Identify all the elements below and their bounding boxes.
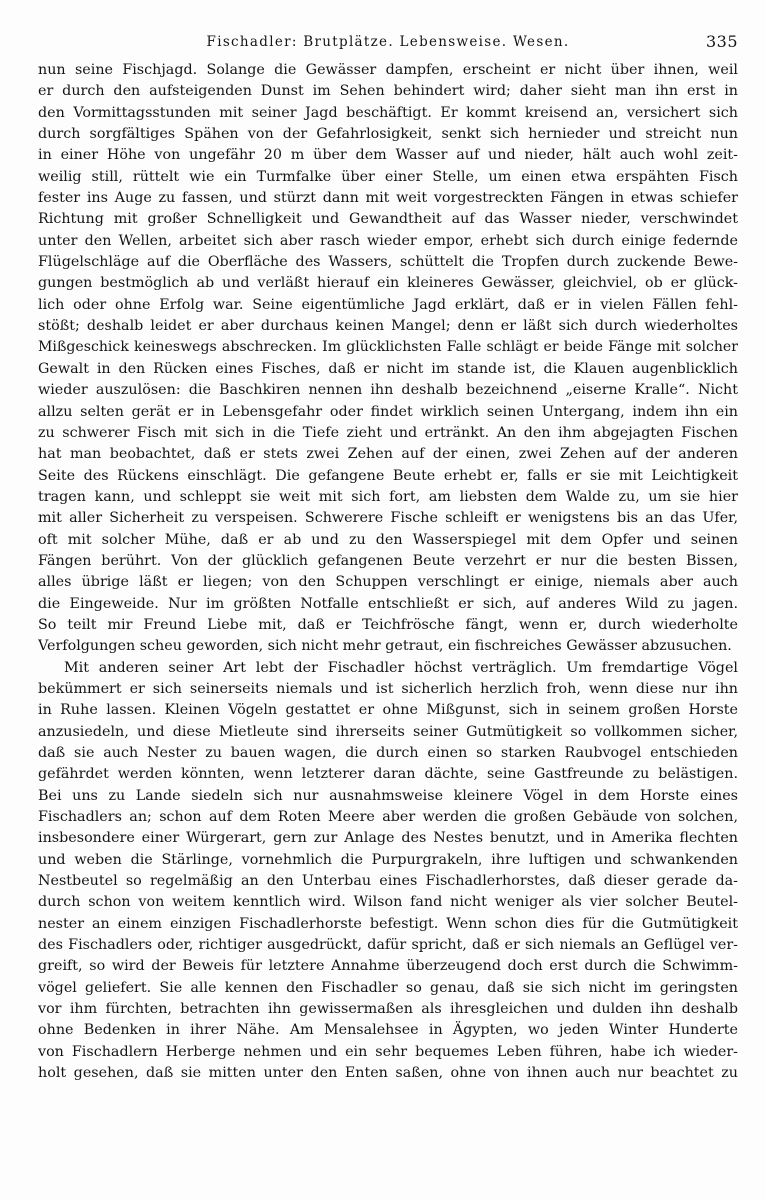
- text-line: insbesondere einer Würgerart, gern zur Anlage des Nestes benutzt, und in Amerika flechten: [38, 830, 738, 847]
- text-line: die Eingeweide. Nur im größten Notfalle entschließt er sich, auf anderes Wild zu jagen.: [38, 595, 738, 612]
- text-line: Bei uns zu Lande siedeln sich nur ausnahmsweise kleinere Vögel in dem Horste eines: [38, 787, 738, 804]
- text-line: oft mit solcher Mühe, daß er ab und zu den Wasserspiegel mit dem Opfer und seinen: [38, 531, 738, 548]
- text-line: fester ins Auge zu fassen, und stürzt dann mit weit vorgestreckten Fängen in etwas schiefer: [38, 190, 738, 207]
- text-line: in Ruhe lassen. Kleinen Vögeln gestattet er ohne Mißgunst, sich in seinem großen Horste: [38, 702, 738, 719]
- text-line: Gewalt in den Rücken eines Fisches, daß er nicht im stande ist, die Klauen augenblicklich: [38, 360, 738, 377]
- text-line: Nestbeutel so regelmäßig an den Unterbau eines Fischadlerhorstes, daß dieser gerade da-: [38, 873, 738, 890]
- text-line: holt gesehen, daß sie mitten unter den Enten saßen, ohne von ihnen auch nur beachtet zu: [38, 1065, 738, 1082]
- text-line: unter den Wellen, arbeitet sich aber rasch wieder empor, erhebt sich durch einige federnde: [38, 232, 738, 249]
- text-line: Mißgeschick keineswegs abschrecken. Im glücklichsten Falle schlägt er beide Fänge mit solcher: [38, 339, 738, 356]
- text-line: lich oder ohne Erfolg war. Seine eigentümliche Jagd erklärt, daß er in vielen Fällen fehl-: [38, 296, 738, 313]
- text-line: anzusiedeln, und diese Mietleute sind ihrerseits seiner Gutmütigkeit so vollkommen sicher,: [38, 723, 738, 740]
- text-line: nun seine Fischjagd. Solange die Gewässer dampfen, erscheint er nicht über ihnen, weil: [38, 62, 738, 78]
- text-line: er durch den aufsteigenden Dunst im Sehen behindert wird; daher sieht man ihn erst in: [38, 83, 738, 100]
- text-line: wieder auszulösen: die Baschkiren nennen ihn deshalb bezeichnend „eiserne Kralle“. Nicht: [38, 382, 738, 399]
- text-line: stößt; deshalb leidet er aber durchaus keinen Mangel; denn er läßt sich durch wiederholtes: [38, 318, 738, 335]
- text-line: Fängen berührt. Von der glücklich gefangenen Beute verzehrt er nur die besten Bissen,: [38, 552, 738, 569]
- text-line: vor ihm fürchten, betrachten ihn gewissermaßen als ihresgleichen und dulden ihn deshalb: [38, 1001, 738, 1018]
- text-line: Richtung mit großer Schnelligkeit und Gewandtheit auf das Wasser nieder, verschwindet: [38, 211, 738, 228]
- text-line: Fischadlers an; schon auf dem Roten Meere aber werden die großen Gebäude von solchen,: [38, 809, 738, 826]
- text-line: bekümmert er sich seinerseits niemals und ist sicherlich herzlich froh, wenn diese nur ihn: [38, 680, 738, 697]
- paragraph: [38, 60, 738, 658]
- text-line: weilig still, rüttelt wie ein Turmfalke über einer Stelle, um einen etwa erspähten Fisch: [38, 168, 738, 185]
- text-line: zu schwerer Fisch mit sich in die Tiefe zieht und ertränkt. An den ihm abgejagten Fischen: [38, 424, 738, 441]
- text-line: nester an einem einzigen Fischadlerhorste befestigt. Wenn schon dies für die Gutmütigkeit: [38, 915, 738, 932]
- text-line: von Fischadlern Herberge nehmen und ein sehr bequemes Leben führen, habe ich wieder-: [38, 1043, 738, 1060]
- text-line: tragen kann, und schleppt sie weit mit sich fort, am liebsten dem Walde zu, um sie hier: [38, 488, 738, 505]
- page-number: 335: [705, 32, 738, 51]
- text-line: allzu selten gerät er in Lebensgefahr oder findet wirklich seinen Untergang, indem ihn ein: [38, 403, 738, 420]
- running-head: Fischadler: Brutplätze. Lebensweise. Wesen.: [206, 34, 570, 50]
- text-line: gefährdet werden könnten, wenn letzterer daran dächte, seine Gastfreunde zu belästigen.: [38, 766, 738, 783]
- text-line: Flügelschläge auf die Oberfläche des Wassers, schüttelt die Tropfen durch zuckende Bewe-: [38, 254, 738, 271]
- text-line: Mit anderen seiner Art lebt der Fischadler höchst verträglich. Um fremdartige Vögel: [64, 659, 738, 676]
- text-line: Seite des Rückens einschlägt. Die gefangene Beute erhebt er, falls er sie mit Leichtigkeit: [38, 467, 738, 484]
- text-line: vögel geliefert. Sie alle kennen den Fischadler so genau, daß sie sich nicht im geringsten: [38, 979, 738, 996]
- text-line: hat man beobachtet, daß er stets zwei Zehen auf der einen, zwei Zehen auf der anderen: [38, 446, 738, 463]
- text-line: So teilt mir Freund Liebe mit, daß er Teichfrösche fängt, wenn er, durch wiederholte: [38, 616, 738, 633]
- text-line: ohne Bedenken in ihrer Nähe. Am Mensalehsee in Ägypten, wo jeden Winter Hunderte: [38, 1022, 738, 1039]
- page-header: [38, 30, 738, 54]
- body-text: [38, 60, 738, 1085]
- text-line: daß sie auch Nester zu bauen wagen, die durch einen so starken Raubvogel entschieden: [38, 745, 738, 761]
- text-line: mit aller Sicherheit zu verspeisen. Schwerere Fische schleift er wenigstens bis an das Ufer,: [38, 510, 738, 527]
- text-line: greift, so wird der Beweis für letztere Annahme überzeugend doch erst durch die Schwimm-: [38, 958, 738, 975]
- text-line: des Fischadlers oder, richtiger ausgedrückt, dafür spricht, daß er sich niemals an Geflügel ver-: [38, 937, 738, 954]
- text-line: gungen bestmöglich ab und verläßt hierauf ein kleineres Gewässer, gleichviel, ob er glück-: [38, 275, 738, 292]
- text-line: durch sorgfältiges Spähen von der Gefahrlosigkeit, senkt sich hernieder und streicht nun: [38, 126, 738, 143]
- text-line: alles übrige läßt er liegen; von den Schuppen verschlingt er einige, niemals aber auch: [38, 574, 738, 591]
- text-line: in einer Höhe von ungefähr 20 m über dem Wasser auf und nieder, hält auch wohl zeit-: [38, 147, 738, 164]
- paragraph: [38, 658, 738, 1085]
- text-line: Verfolgungen scheu geworden, sich nicht mehr getraut, ein fischreiches Gewässer abzusuchen.: [38, 638, 732, 655]
- text-line: durch schon von weitem kenntlich wird. Wilson fand nicht weniger als vier solcher Beutel-: [38, 894, 738, 911]
- text-line: und weben die Stärlinge, vornehmlich die Purpurgrakeln, ihre luftigen und schwankenden: [38, 851, 738, 868]
- text-line: den Vormittagsstunden mit seiner Jagd beschäftigt. Er kommt kreisend an, versichert sich: [38, 104, 738, 121]
